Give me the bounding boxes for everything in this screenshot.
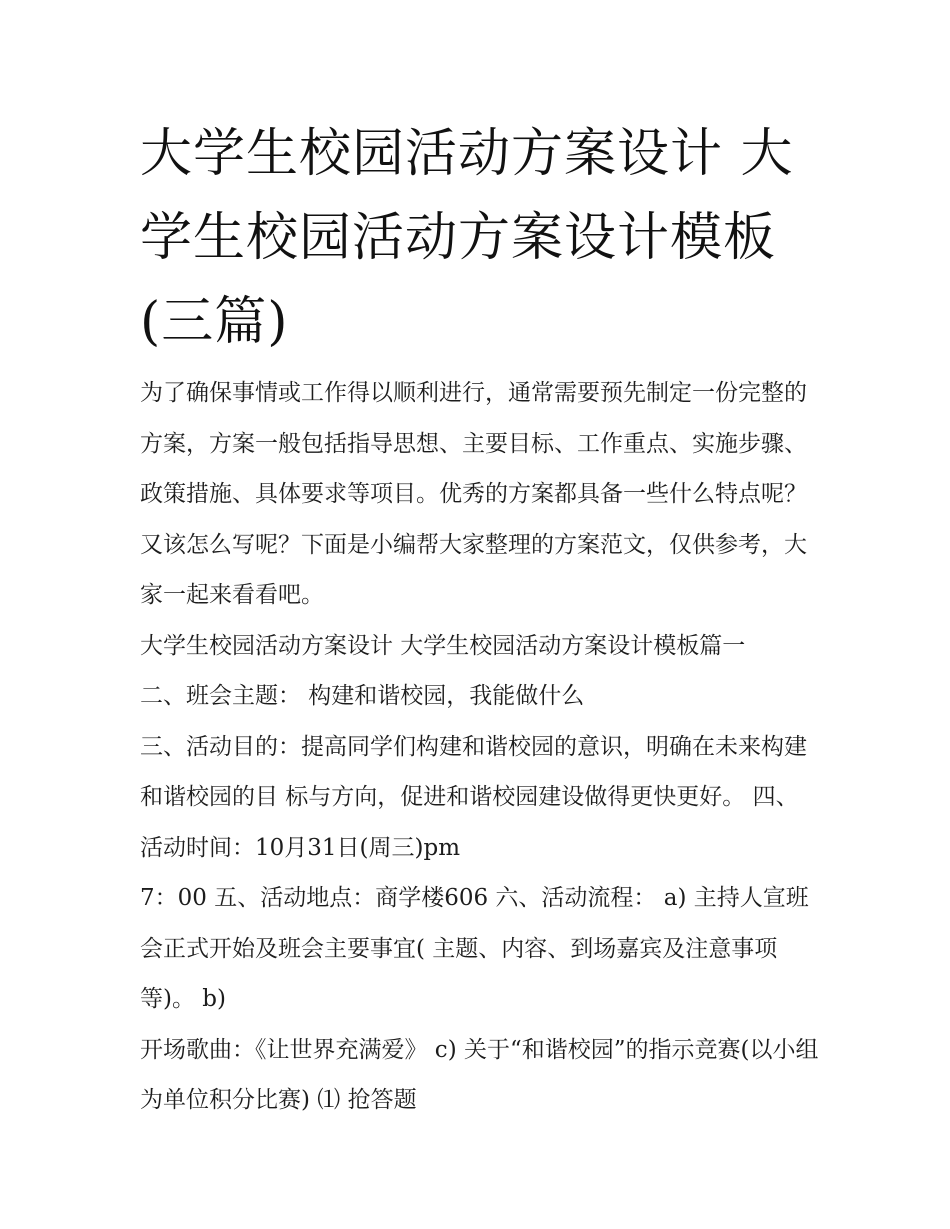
document-title: 大学生校园活动方案设计 大学生校园活动方案设计模板(三篇) <box>140 124 794 352</box>
document-body <box>140 368 820 1126</box>
section-heading: 大学生校园活动方案设计 大学生校园活动方案设计模板篇一 <box>140 632 746 659</box>
document-page <box>140 112 820 1126</box>
activity-location-process: 7：00 五、活动地点：商学楼606 六、活动流程： a) 主持人宣班会正式开始及班会主要事宜( 主题、内容、到场嘉宾及注意事项等)。 b) <box>140 885 809 1012</box>
intro-paragraph: 为了确保事情或工作得以顺利进行，通常需要预先制定一份完整的方案，方案一般包括指导思想、主要目标、工作重点、实施步骤、政策措施、具体要求等项目。优秀的方案都具备一些什么特点呢？又该怎么写呢？下面是小编帮大家整理的方案范文，仅供参考，大家一起来看看吧。 <box>140 380 807 608</box>
opening-song-quiz: 开场歌曲：《让世界充满爱》 c) 关于“和谐校园”的指示竞赛(以小组为单位积分比赛) ⑴ 抢答题 <box>140 1036 819 1113</box>
class-meeting-theme: 二、班会主题： 构建和谐校园，我能做什么 <box>140 683 585 709</box>
activity-purpose: 三、活动目的：提高同学们构建和谐校园的意识，明确在未来构建和谐校园的目 标与方向，促进和谐校园建设做得更快更好。 四、活动时间：10月31日(周三)pm <box>140 733 807 861</box>
